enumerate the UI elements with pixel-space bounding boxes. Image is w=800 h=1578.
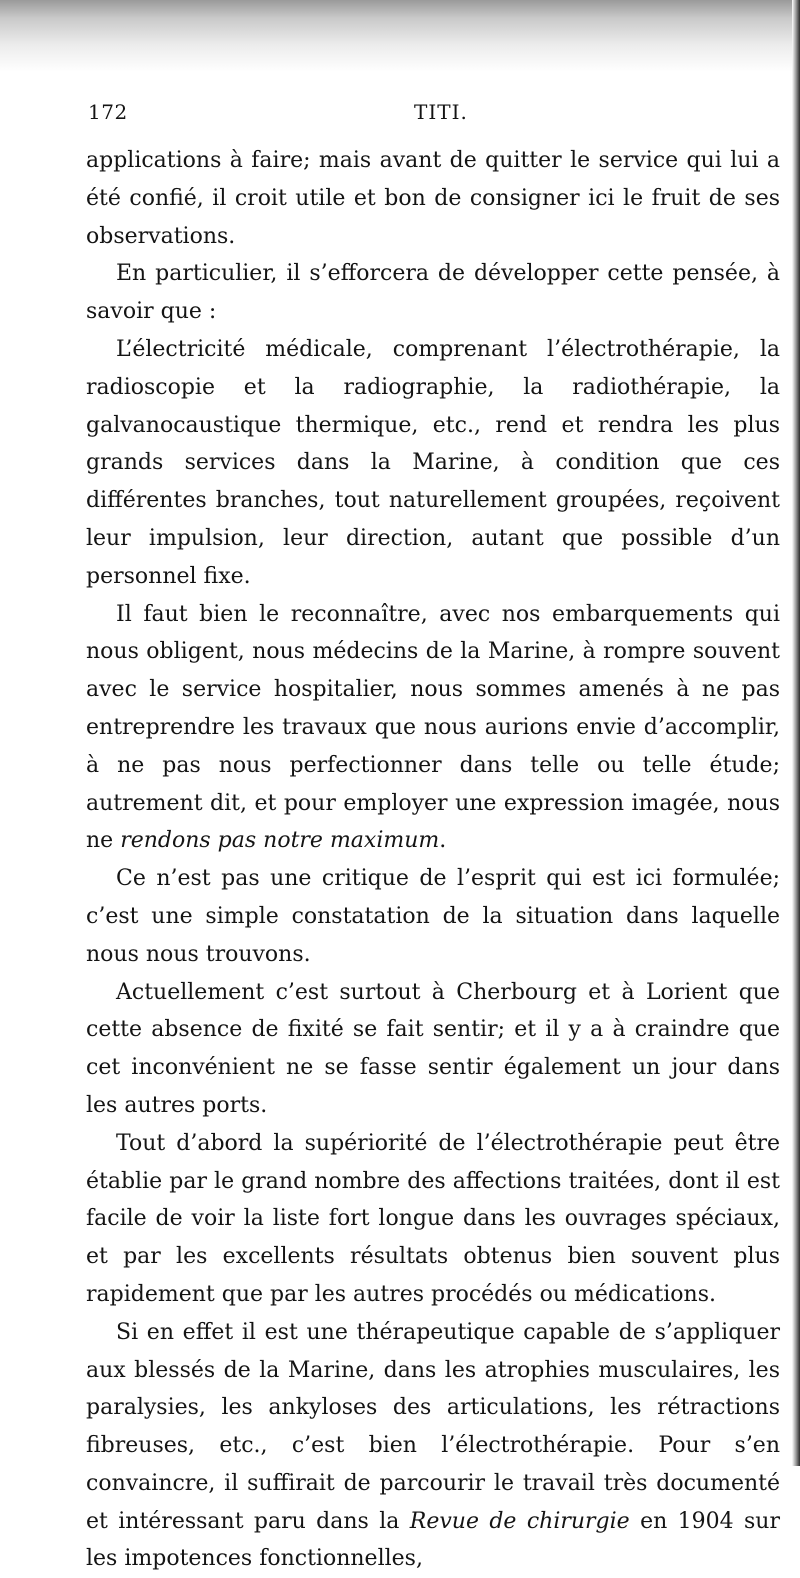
running-title: TITI. bbox=[414, 100, 468, 124]
paragraph-8-end: en 1904 sur les impotences fonctionnelles, bbox=[86, 1508, 780, 1572]
scan-shadow-top bbox=[0, 0, 800, 72]
paragraph-2: En particulier, il s’efforcera de développer cette pensée, à savoir que : bbox=[86, 261, 780, 325]
paragraph-5: Ce n’est pas une critique de l’esprit qui est ici formulée; c’est une simple constatation de la situation dans laquelle nous nous trouvons. bbox=[86, 866, 780, 967]
paragraph-4-italic: rendons pas notre maximum bbox=[120, 828, 440, 854]
paragraph-1: applications à faire; mais avant de quitter le service qui lui a été confié, il croit utile et bon de consigner ici le fruit de ses observations. bbox=[86, 148, 780, 249]
paragraph-4-text: Il faut bien le reconnaître, avec nos embarquements qui nous obligent, nous médecins de la Marine, à rompre souvent avec le service hospitalier, nous sommes amenés à ne pas entreprendre les travaux que nous aurions envie d’accomplir, à ne pas nous perfectionner dans telle ou telle étude; autrement dit, et pour employer une expression imagée, nous ne bbox=[86, 601, 780, 854]
paragraph-7: Tout d’abord la supériorité de l’électrothérapie peut être établie par le grand nombre des affections traitées, dont il est facile de voir la liste fort longue dans les ouvrages spéciaux, et par les excellents résultats obtenus bien souvent plus rapidement que par les autres procédés ou médications. bbox=[86, 1130, 780, 1307]
scan-shadow-right bbox=[792, 0, 800, 1466]
paragraph-8-text: Si en effet il est une thérapeutique capable de s’appliquer aux blessés de la Marine, dans les atrophies musculaires, les paralysies, les ankyloses des articulations, les rétractions fibreuses, etc., c’est bien l’électrothérapie. Pour s’en convaincre, il suffirait de parcourir le travail très documenté et intéressant paru dans la bbox=[86, 1319, 780, 1534]
paragraph-6: Actuellement c’est surtout à Cherbourg et à Lorient que cette absence de fixité se fait sentir; et il y a à craindre que cet inconvénient ne se fasse sentir également un jour dans les autres ports. bbox=[86, 979, 780, 1118]
paragraph-8-italic: Revue de chirurgie bbox=[409, 1508, 630, 1534]
body-text bbox=[86, 142, 780, 1578]
paragraph-3: L’électricité médicale, comprenant l’électrothérapie, la radioscopie et la radiographie, la radiothérapie, la galvanocaustique thermique, etc., rend et rendra les plus grands services dans la Marine, à condition que ces différentes branches, tout naturellement groupées, reçoivent leur impulsion, leur direction, autant que possible d’un personnel fixe. bbox=[86, 336, 780, 589]
paragraph-4 bbox=[86, 596, 780, 861]
page-header bbox=[88, 100, 778, 134]
paragraph-4-end: . bbox=[439, 828, 447, 854]
page-number: 172 bbox=[88, 100, 128, 124]
paragraph-8 bbox=[86, 1314, 780, 1578]
